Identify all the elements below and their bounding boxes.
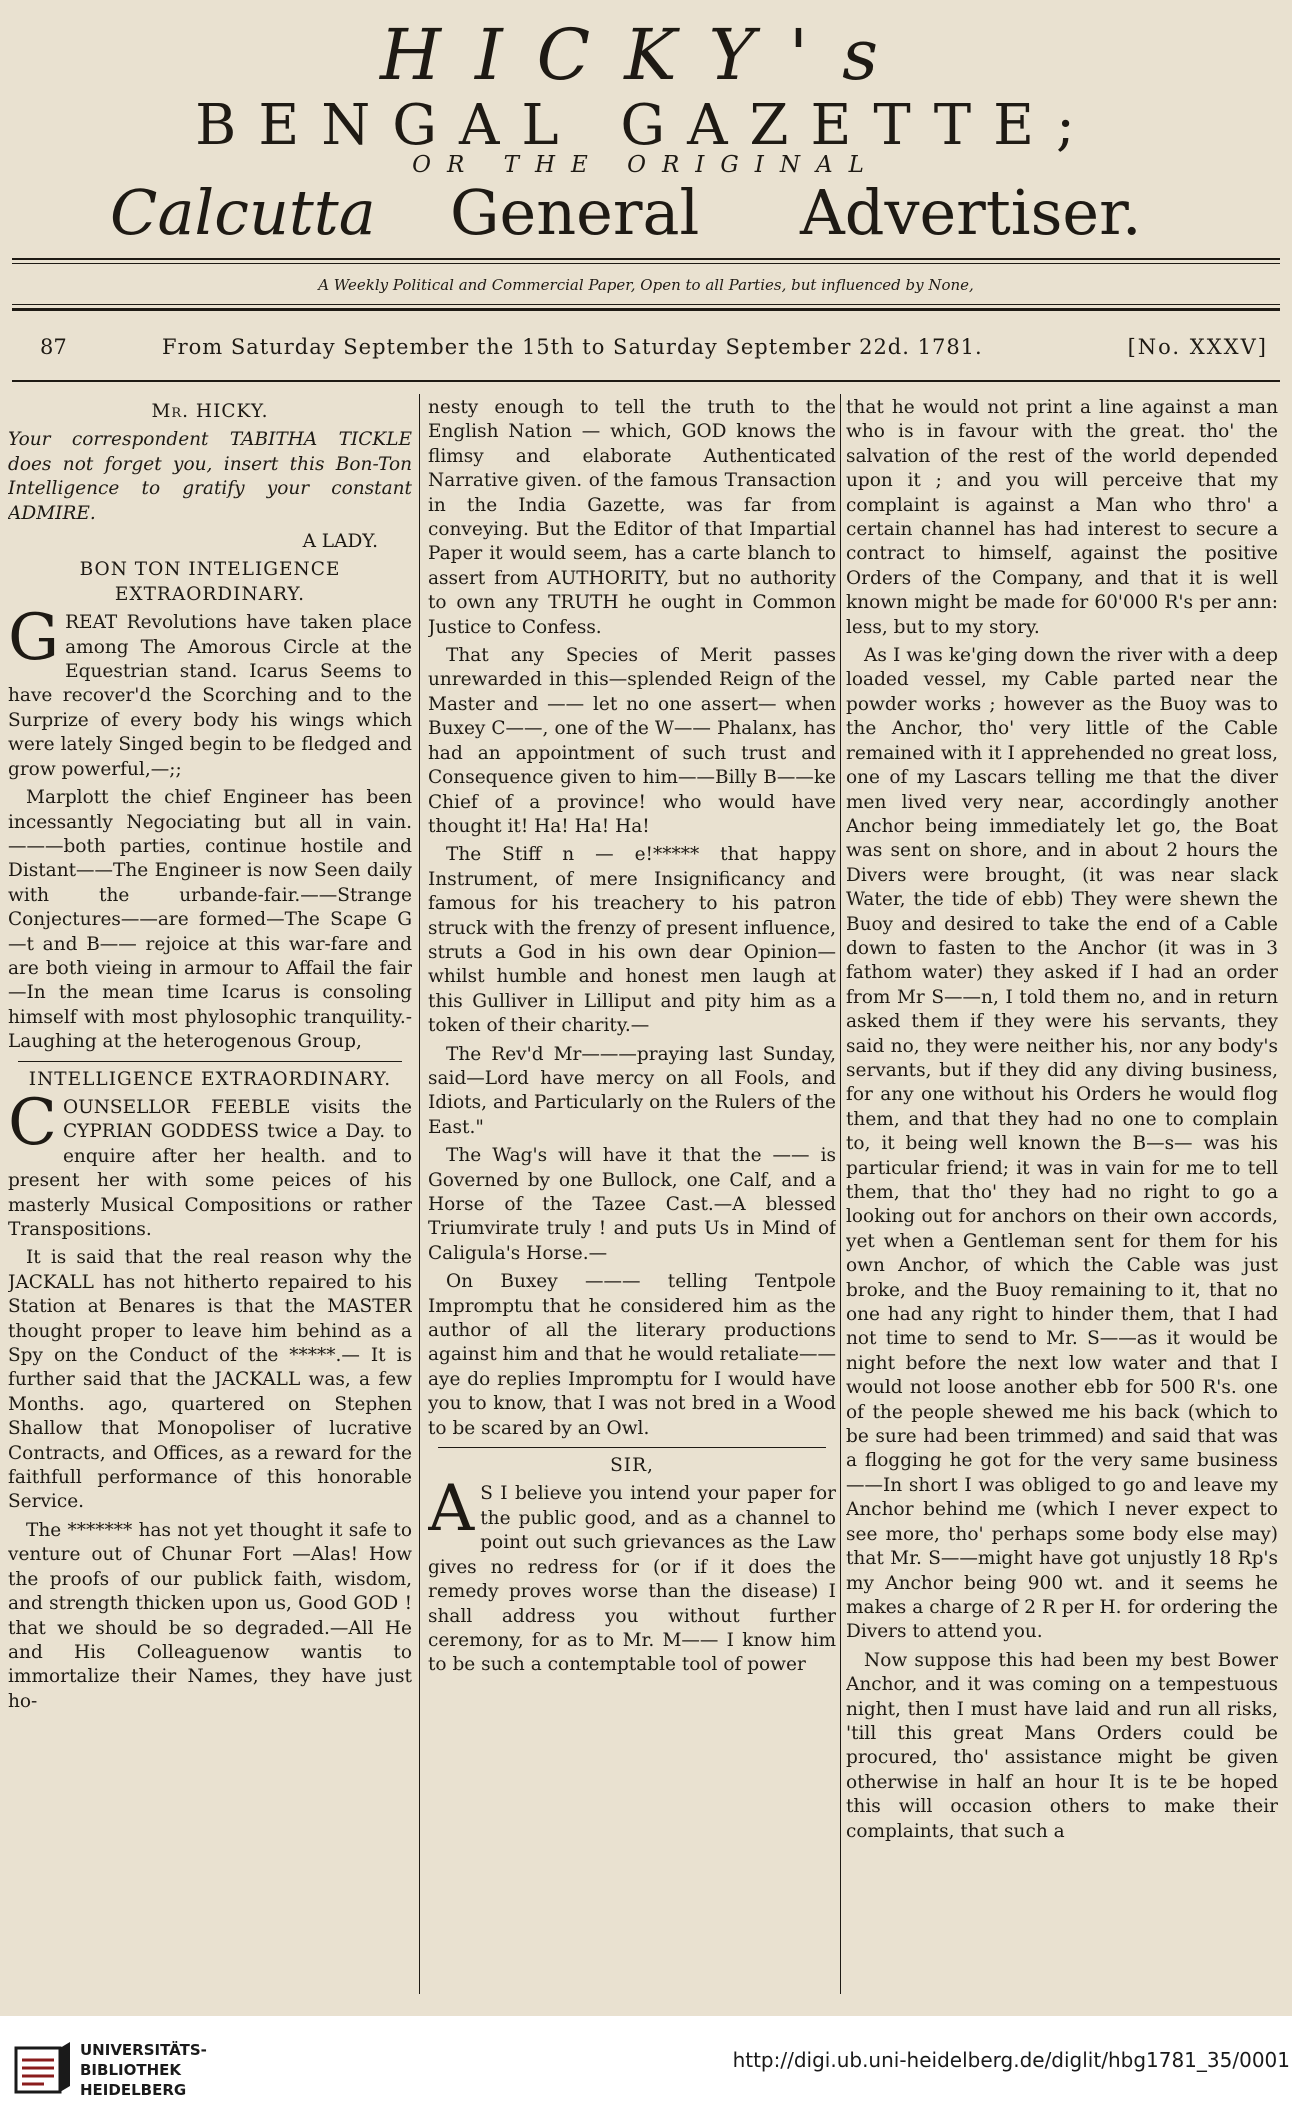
- drop-cap: G: [8, 601, 60, 676]
- section-heading-bon-ton: BON TON INTELIGENCE EXTRAORDINARY.: [79, 559, 341, 605]
- issue-number: [No. XXXV]: [1127, 335, 1268, 359]
- column-3: [846, 396, 1278, 1996]
- article-text: OUNSELLOR FEEBLE visits the CYPRIAN GODDESS twice a Day. to enquire after her health. and to present her with some peices of his masterly Musical Compositions or rather Transpositions.: [8, 1096, 412, 1240]
- drop-cap: A: [428, 1472, 475, 1547]
- masthead-calcutta: Calcutta: [110, 176, 376, 249]
- rule-mid-thin: [12, 304, 1280, 305]
- university-library-logo-icon: [14, 2040, 74, 2100]
- masthead-or-the-original: OR THE ORIGINAL: [412, 152, 880, 178]
- article-paragraph: The ******* has not yet thought it safe to venture out of Chunar Fort —Alas! How the proofs of our publick faith, wisdom, and strength thicken upon us, Good GOD ! that we should be so degraded.—All He and His Colleaguenow wantis to immortalize their Names, they have just ho-: [8, 1519, 412, 1712]
- article-paragraph: [8, 1085, 412, 1242]
- article-paragraph: The Wag's will have it that the —— is Governed by one Bullock, one Calf, and a Horse of the Tazee Cast.—A blessed Triumvirate truly ! and puts Us in Mind of Caligula's Horse.—: [428, 1145, 836, 1264]
- tagline: A Weekly Political and Commercial Paper, Open to all Parties, but influenced by None,: [318, 276, 974, 294]
- article-paragraph: Marplott the chief Engineer has been incessantly Negociating but all in vain.———both parties, continue hostile and Distant——The Engineer is now Seen daily with the urbande-fair.——Strange Conjectures——are formed—The Scape G—t and B—— rejoice at this war-fare and are both vieing in armour to Affail the fair—In the mean time Icarus is consoling himself with most phylosophic tranquility.-Laughing at the heterogenous Group,: [8, 787, 412, 1053]
- article-paragraph: Now suppose this had been my best Bower Anchor, and it was coming on a tempestuous night, then I must have laid and run all risks, 'till this great Mans Orders could be procured, tho' assistance might be given otherwise in half an hour It is te be hoped this will occasion others to make their complaints, that such a: [846, 1649, 1278, 1842]
- letter-signature: A LADY.: [302, 531, 378, 553]
- rule-mid: [12, 308, 1280, 311]
- article-text: REAT Revolutions have taken place among The Amorous Circle at the Equestrian stand. Icarus Seems to have recover'd the Scorching and to the Surprize of every body his wings which were lately Singed begin to be fledged and grow powerful,—;;: [8, 612, 412, 780]
- article-paragraph: The Stiff n — e!***** that happy Instrument, of mere Insignificancy and famous for his treachery to his patron struck with the frenzy of present influence, struts a God in his own dear Opinion—whilst humble and honest men laugh at this Gulliver in Lilliput and pity him as a token of their charity.—: [428, 844, 836, 1037]
- masthead-calcutta-line: [110, 178, 1190, 248]
- section-divider: [18, 1061, 402, 1062]
- masthead-bengal-gazette: BENGAL GAZETTE;: [195, 93, 1097, 158]
- library-name-line: HEIDELBERG: [80, 2081, 187, 2099]
- page-number: 87: [40, 335, 67, 359]
- letter-salutation: SIR,: [610, 1455, 654, 1477]
- article-paragraph: nesty enough to tell the truth to the English Nation — which, GOD knows the flimsy and elaborate Authenticated Narrative given. of the famous Transaction in the India Gazette, was far from conveying. But the Editor of that Impartial Paper it would seem, has a carte blanch to assert from AUTHORITY, but no authority to own any TRUTH he ought in Common Justice to Confess.: [428, 397, 836, 638]
- article-paragraph: It is said that the real reason why the JACKALL has not hitherto repaired to his Station at Benares is that the MASTER thought proper to leave him behind as a Spy on the Conduct of the *****.— It is further said that the JACKALL was, a few Months. ago, quartered on Stephen Shallow that Monopoliser of lucrative Contracts, and Offices, as a reward for the faithfull performance of this honorable Service.: [8, 1247, 412, 1513]
- column-1: [8, 396, 412, 1996]
- column-2: [428, 396, 836, 1996]
- rule-top-thin: [12, 263, 1280, 264]
- article-paragraph: On Buxey ——— telling Tentpole Impromptu that he considered him as the author of all the literary productions against him and that he would retaliate—— aye do replies Impromptu for I would have you to know, that I was not bred in a Wood to be scared by an Owl.: [428, 1271, 836, 1439]
- masthead-hicky: HICKY's: [379, 14, 913, 96]
- issue-date: From Saturday September the 15th to Saturday September 22d. 1781.: [162, 335, 983, 359]
- masthead-advertiser: Advertiser.: [800, 176, 1142, 249]
- rule-top: [12, 258, 1280, 260]
- section-heading-intelligence: INTELLIGENCE EXTRAORDINARY.: [28, 1068, 392, 1090]
- library-name-line: BIBLIOTHEK: [80, 2061, 181, 2079]
- library-name: [80, 2040, 300, 2100]
- article-paragraph: That any Species of Merit passes unrewarded in this—splended Reign of the Master and —— let no one assert— when Buxey C——, one of the W—— Phalanx, has had an appointment of such trust and Consequence given to him——Billy B——ke Chief of a province! who would have thought it! Ha! Ha! Ha!: [428, 645, 836, 837]
- article-paragraph: The Rev'd Mr———praying last Sunday, said—Lord have mercy on all Fools, and Idiots, and Particularly on the Rulers of the East.": [428, 1043, 836, 1138]
- article-paragraph: that he would not print a line against a man who is in favour with the great. tho' the salvation of the rest of the world depended upon it ; and you will perceive that my complaint is against a Man who thro' a certain channel has had interest to secure a contract to himself, against the positive Orders of the Company, and that it is well known might be made for 60'000 R's per ann: less, but to my story.: [846, 397, 1278, 638]
- column-divider-1: [419, 394, 420, 1994]
- letter-heading: Mr. HICKY.: [151, 401, 269, 422]
- article-paragraph: [8, 601, 412, 782]
- column-divider-2: [840, 394, 841, 1994]
- letter-intro: Your correspondent TABITHA TICKLE does not forget you, insert this Bon-Ton Intelligence to gratify your constant ADMIRE.: [8, 429, 412, 524]
- dateline: [40, 330, 1280, 364]
- source-url-link[interactable]: http://digi.ub.uni-heidelberg.de/diglit/hbg1781_35/0001: [732, 2048, 1290, 2072]
- article-paragraph: As I was ke'ging down the river with a deep loaded vessel, my Cable parted near the powder works ; however as the Buoy was to the Anchor, tho' very little of the Cable remained with it I apprehended no great loss, one of my Lascars telling me that the diver men lived very near, accordingly another Anchor being immediately let go, the Boat was sent on shore, and in about 2 hours the Divers were brought, (it was near slack Water, the tide of ebb) They were shewn the Buoy and desired to take the end of a Cable down to fasten to the Anchor (it was in 3 fathom water) they asked if I had an order from Mr S——n, I told them no, and in return asked them if they were his servants, they said no, they were neither his, nor any body's servants, but if they did any diving business, for any one without his Orders he would flog them, and that they had no one to complain to, it being well known the B—s— was his particular friend; it was in vain for me to tell them, that tho' they had no right to go a looking out for anchors on their own accords, yet when a Gentleman sent for them for his own Anchor, of which the Cable was just broke, and the Buoy remaining to it, that no one had any right to hinder them, that I had not time to send to Mr. S——as it would be night before the next low water and that I would not loose another ebb for 500 R's. one of the people shewed me his back (which to be sure had been trimmed) and said that was a flogging he got for the very same business——In short I was obliged to go and leave my Anchor behind me (which I never expect to see more, tho' perhaps some body else may) that Mr. S——might have got unjustly 18 Rp's my Anchor being 900 wt. and it seems he makes a charge of 2 R per H. for ordering the Divers to attend you.: [846, 645, 1278, 1643]
- drop-cap: C: [8, 1085, 57, 1160]
- article-text: S I believe you intend your paper for the public good, and as a channel to point out such grievances as the Law gives no redress for (or if it does the remedy proves worse than the disease) I shall address you without further ceremony, for as to Mr. M—— I know him to be such a contemptable tool of power: [428, 1483, 836, 1676]
- article-paragraph: [428, 1472, 836, 1677]
- masthead-general: General: [450, 176, 700, 249]
- rule-bottom: [12, 380, 1280, 382]
- section-divider: [438, 1447, 826, 1448]
- library-name-line: UNIVERSITÄTS-: [80, 2041, 207, 2059]
